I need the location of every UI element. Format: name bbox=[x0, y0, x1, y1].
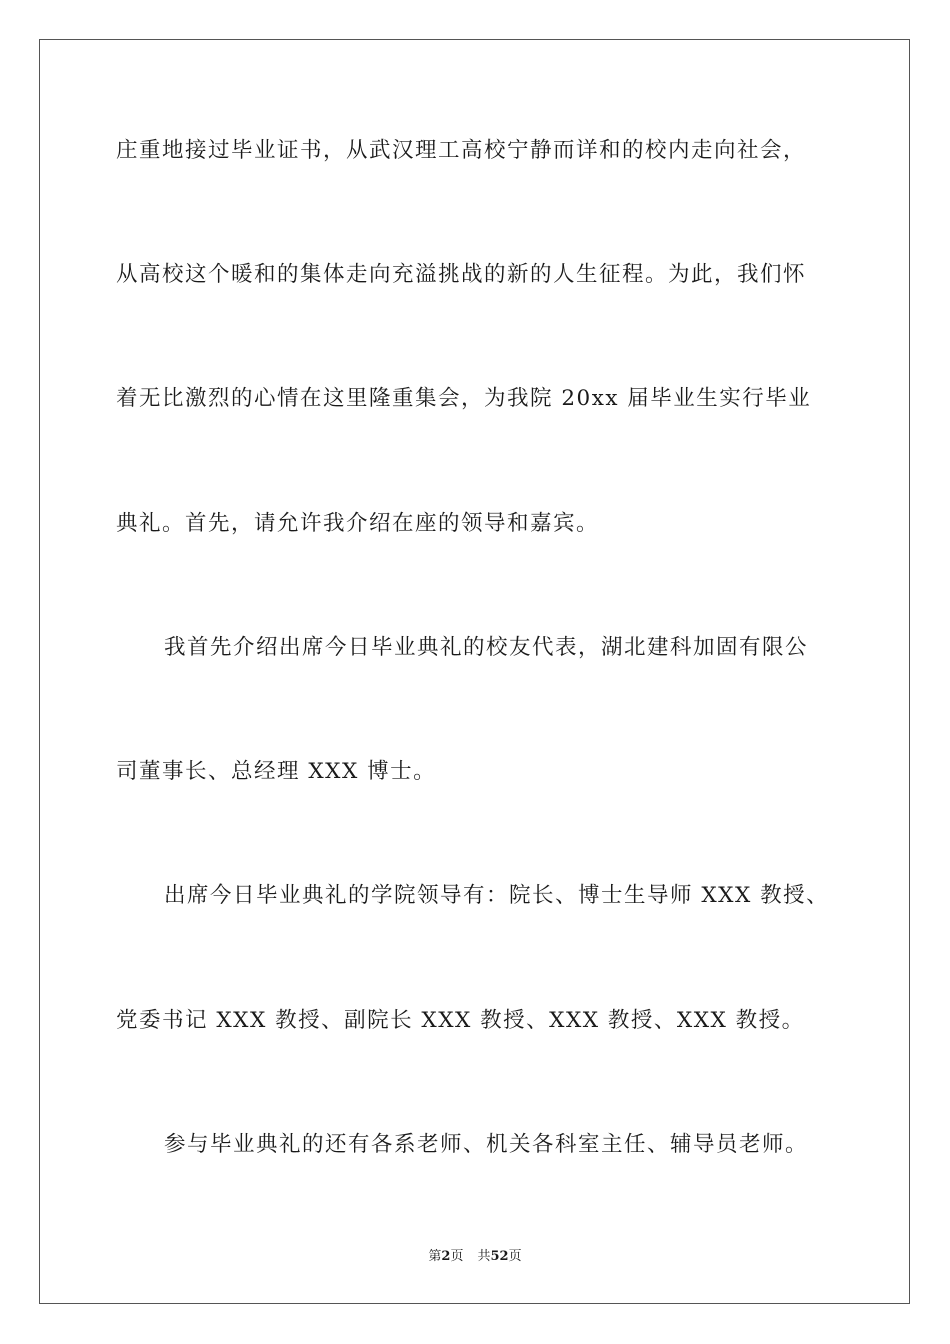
page-suffix: 页 bbox=[450, 1249, 464, 1264]
total-suffix: 页 bbox=[508, 1249, 522, 1264]
body-line: 从高校这个暖和的集体走向充溢挑战的新的人生征程。为此，我们怀 bbox=[116, 262, 807, 287]
body-line: 我首先介绍出席今日毕业典礼的校友代表，湖北建科加固有限公 bbox=[164, 635, 809, 660]
body-line: 参与毕业典礼的还有各系老师、机关各科室主任、辅导员老师。 bbox=[164, 1132, 809, 1157]
page-prefix: 第 bbox=[428, 1249, 442, 1264]
body-line: 党委书记 XXX 教授、副院长 XXX 教授、XXX 教授、XXX 教授。 bbox=[116, 1008, 805, 1033]
body-line: 出席今日毕业典礼的学院领导有：院长、博士生导师 XXX 教授、 bbox=[164, 883, 830, 908]
current-page-number: 2 bbox=[441, 1249, 451, 1264]
body-line: 典礼。首先，请允许我介绍在座的领导和嘉宾。 bbox=[116, 511, 600, 536]
body-line: 着无比激烈的心情在这里隆重集会，为我院 20xx 届毕业生实行毕业 bbox=[116, 386, 812, 411]
page-border bbox=[39, 39, 910, 1304]
body-line: 庄重地接过毕业证书，从武汉理工高校宁静而详和的校内走向社会， bbox=[116, 138, 807, 163]
total-page-count: 52 bbox=[490, 1249, 509, 1264]
body-line: 司董事长、总经理 XXX 博士。 bbox=[116, 759, 437, 784]
page-footer bbox=[0, 1248, 950, 1266]
total-prefix: 共 bbox=[477, 1249, 491, 1264]
